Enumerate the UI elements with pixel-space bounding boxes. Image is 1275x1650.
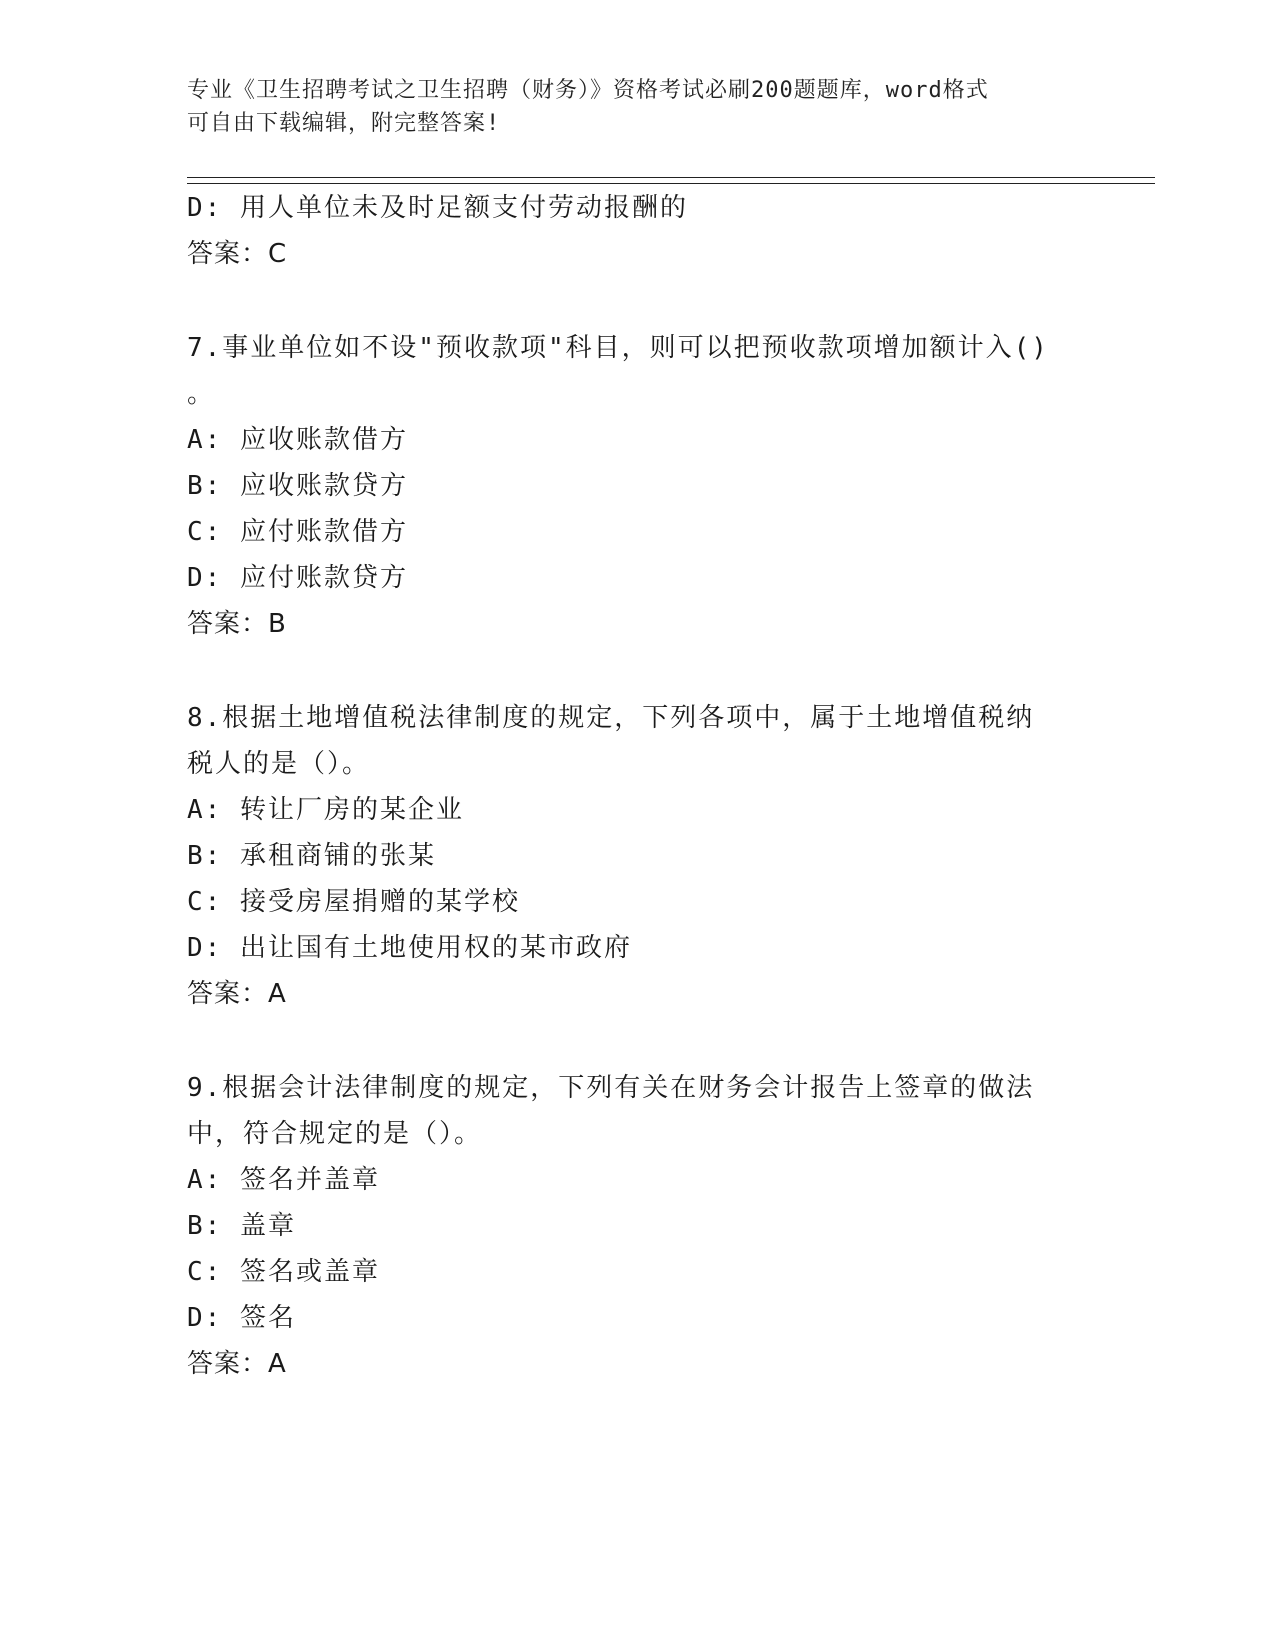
question-6-tail xyxy=(187,185,1067,277)
question-text-line: 7.事业单位如不设"预收款项"科目，则可以把预收款项增加额计入() xyxy=(187,333,1049,363)
spacer xyxy=(187,1017,1067,1065)
option-c: C: 应付账款借方 xyxy=(187,517,408,547)
question-text-line: 8.根据土地增值税法律制度的规定，下列各项中，属于土地增值税纳 xyxy=(187,703,1035,733)
option-d: D: 出让国有土地使用权的某市政府 xyxy=(187,933,632,963)
header-line-1: 专业《卫生招聘考试之卫生招聘（财务）》资格考试必刷200题题库，word格式 xyxy=(187,78,989,103)
question-8 xyxy=(187,695,1067,1017)
page-header xyxy=(187,74,1087,140)
option-d: D: 用人单位未及时足额支付劳动报酬的 xyxy=(187,193,688,223)
spacer xyxy=(187,277,1067,325)
option-d: D: 签名 xyxy=(187,1303,296,1333)
question-7 xyxy=(187,325,1067,647)
spacer xyxy=(187,647,1067,695)
question-text-line: 中，符合规定的是（）。 xyxy=(187,1119,483,1149)
answer-line: 答案：A xyxy=(187,1349,287,1379)
question-text-line: 税人的是（）。 xyxy=(187,749,371,779)
header-double-rule xyxy=(187,177,1155,184)
option-b: B: 盖章 xyxy=(187,1211,296,1241)
option-c: C: 签名或盖章 xyxy=(187,1257,380,1287)
option-c: C: 接受房屋捐赠的某学校 xyxy=(187,887,520,917)
option-b: B: 承租商铺的张某 xyxy=(187,841,436,871)
option-d: D: 应付账款贷方 xyxy=(187,563,408,593)
option-a: A: 应收账款借方 xyxy=(187,425,408,455)
option-a: A: 转让厂房的某企业 xyxy=(187,795,464,825)
question-9 xyxy=(187,1065,1067,1387)
question-text-line: 9.根据会计法律制度的规定，下列有关在财务会计报告上签章的做法 xyxy=(187,1073,1035,1103)
option-a: A: 签名并盖章 xyxy=(187,1165,380,1195)
header-line-2: 可自由下载编辑，附完整答案! xyxy=(187,111,501,136)
question-text-line: 。 xyxy=(187,379,216,409)
answer-line: 答案：A xyxy=(187,979,287,1009)
answer-line: 答案：C xyxy=(187,239,288,269)
option-b: B: 应收账款贷方 xyxy=(187,471,408,501)
document-body xyxy=(187,185,1067,1387)
answer-line: 答案：B xyxy=(187,609,287,639)
